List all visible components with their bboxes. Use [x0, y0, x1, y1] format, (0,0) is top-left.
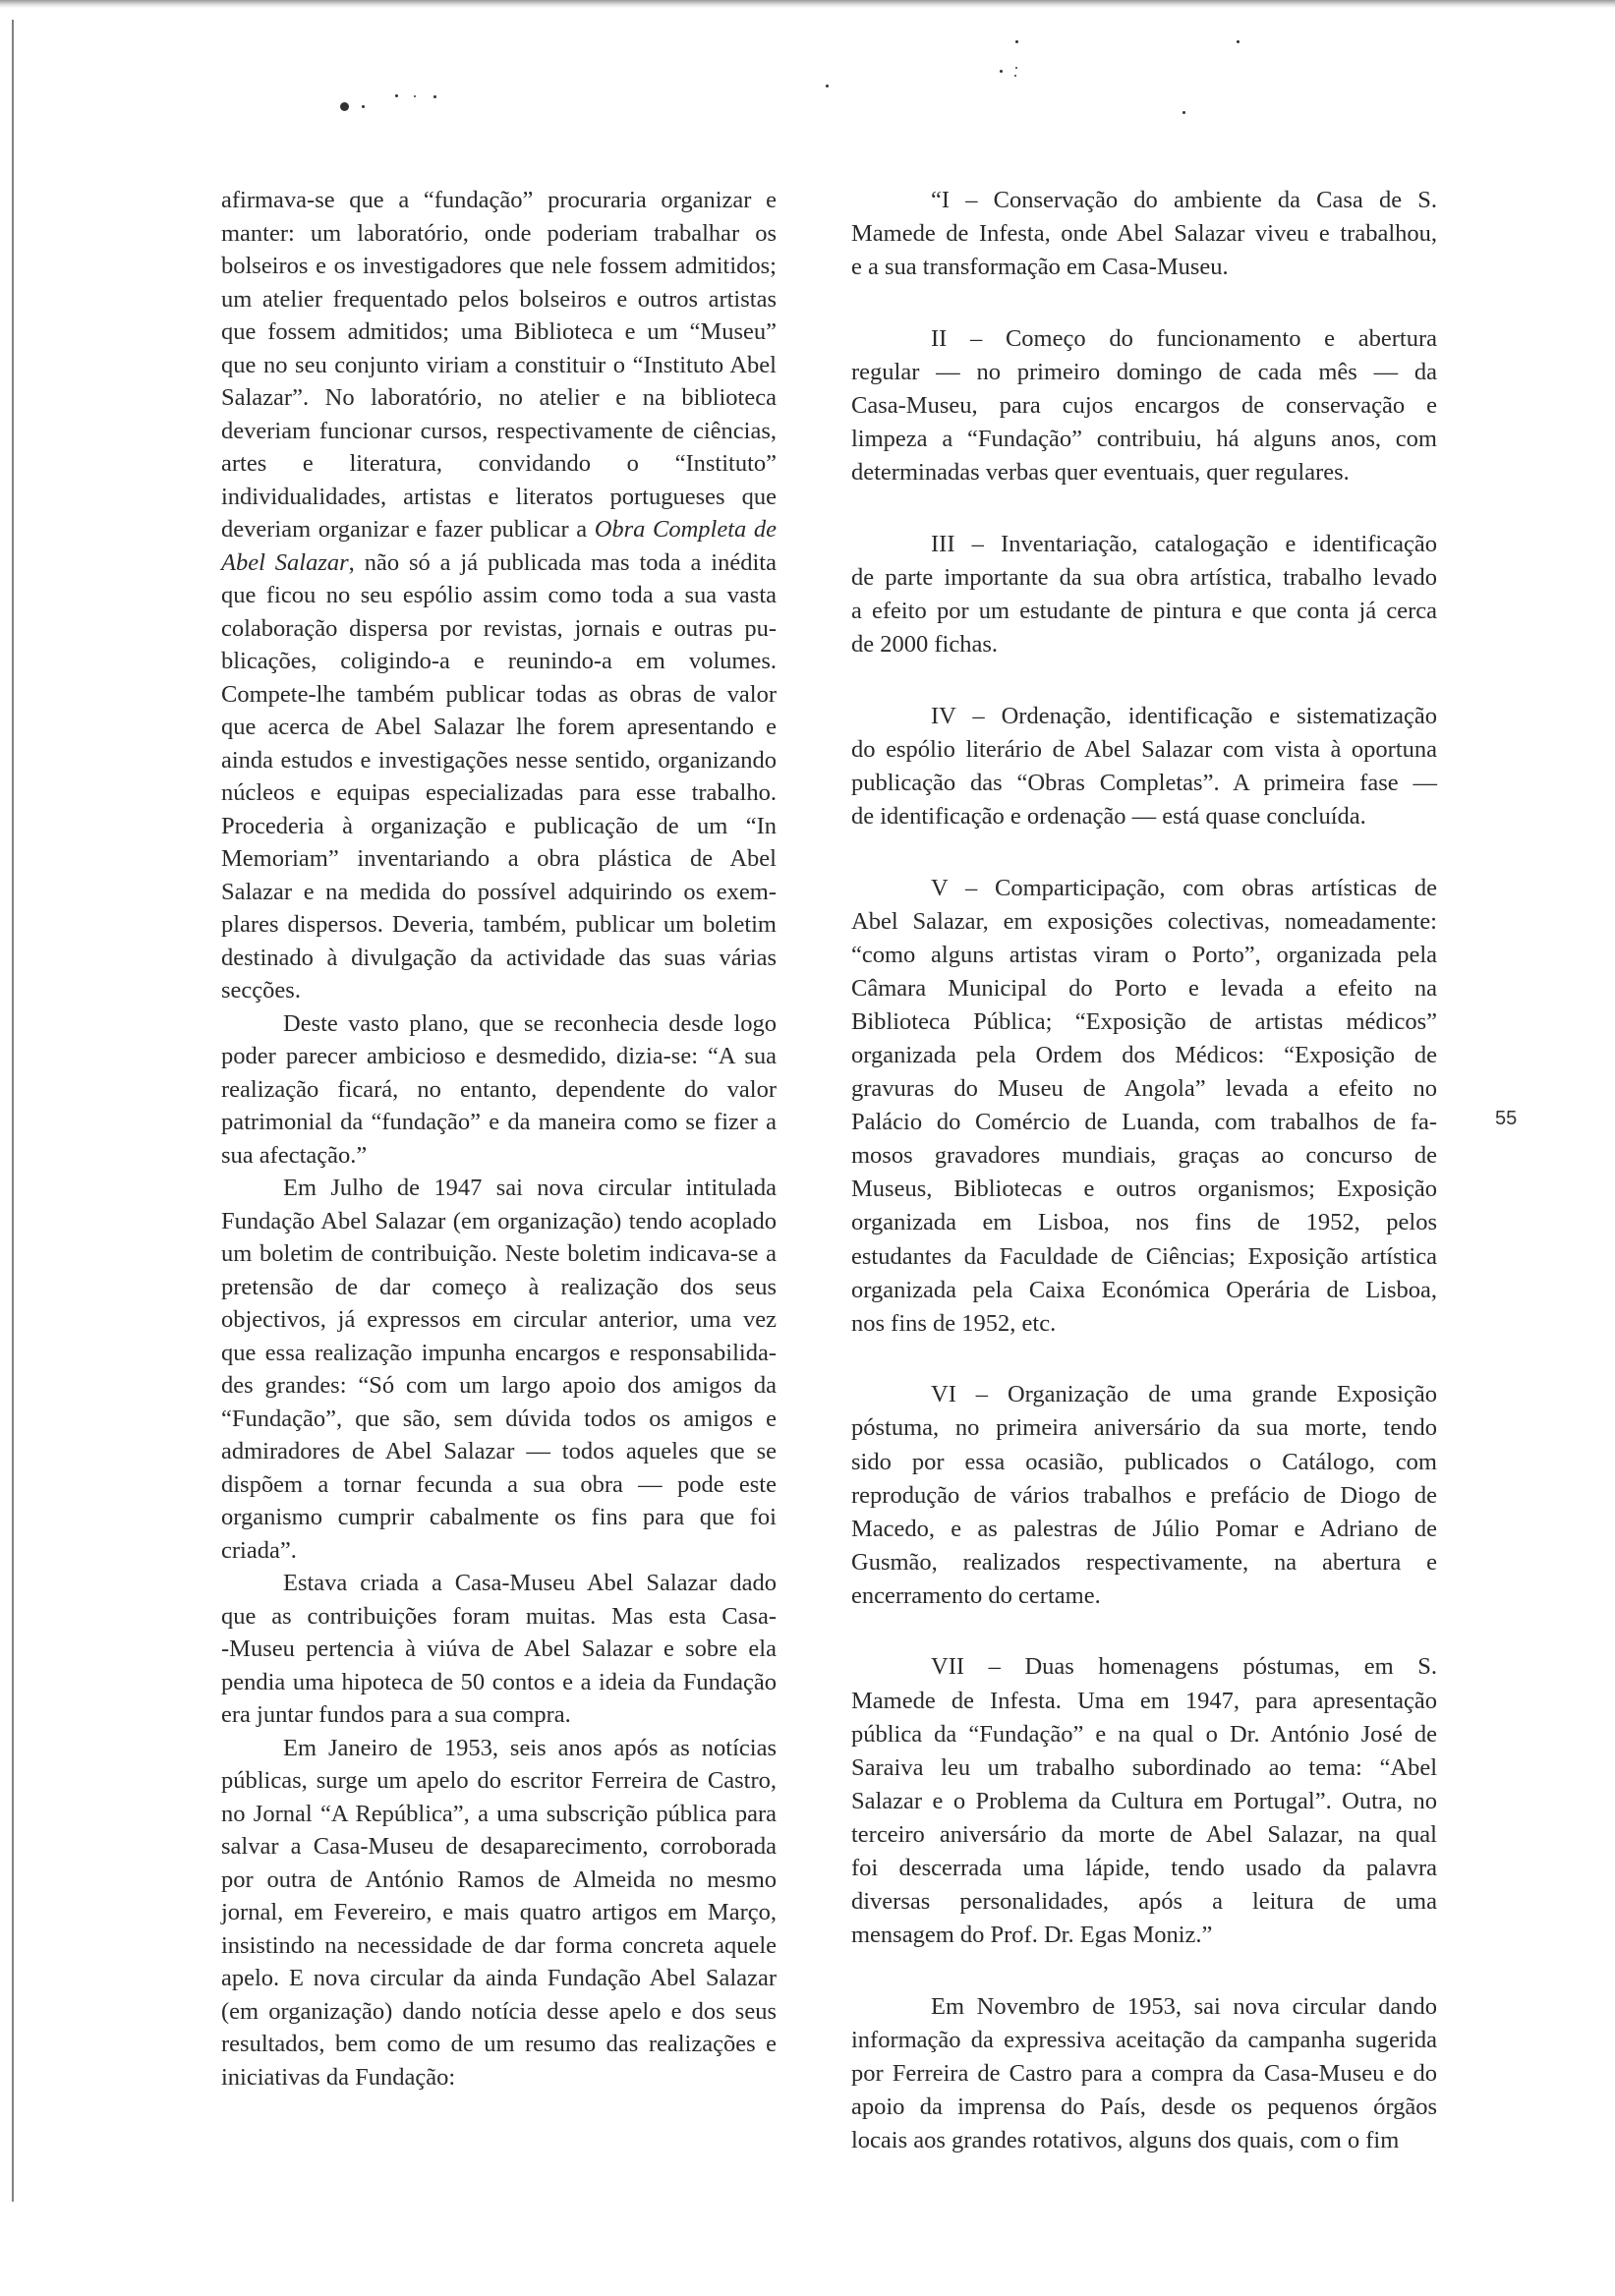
text-line: deveriam organizar e fazer publicar a Obra Completa de [221, 516, 777, 543]
text-line: VI – Organização de uma grande Exposição [931, 1381, 1437, 1408]
text-line: Salazar e na medida do possível adquirindo os exem- [221, 878, 777, 905]
text-line: gravuras do Museu de Angola” levada a efeito no [851, 1075, 1437, 1103]
paragraph-gap [851, 489, 1437, 528]
text-line: individualidades, artistas e literatos portugueses que [221, 483, 777, 510]
text-line: admiradores de Abel Salazar — todos aqueles que se [221, 1438, 777, 1464]
text-line: insistindo na necessidade de dar forma concreta aquele [221, 1931, 777, 1959]
text-line: do espólio literário de Abel Salazar com vista à oportuna [851, 735, 1437, 763]
paragraph [221, 184, 777, 1007]
text-line: publicação das “Obras Completas”. A primeira fase — [851, 769, 1437, 796]
text-line: manter: um laboratório, onde poderiam trabalhar os [221, 219, 777, 247]
text-line: Compete-lhe também publicar todas as obras de valor [221, 680, 777, 708]
text-line: III – Inventariação, catalogação e identificação [931, 530, 1437, 557]
text-line: ainda estudos e investigações nesse sentido, organizando [221, 746, 777, 774]
text-line: -Museu pertencia à viúva de Abel Salazar e sobre ela [221, 1636, 777, 1662]
text-line: Fundação Abel Salazar (em organização) tendo acoplado [221, 1207, 777, 1234]
paragraph [851, 1990, 1437, 2157]
text-line: sua afectação.” [221, 1141, 368, 1169]
paragraph-gap [851, 284, 1437, 322]
text-line: Gusmão, realizados respectivamente, na abertura e [851, 1548, 1437, 1576]
text-line: Mamede de Infesta, onde Abel Salazar viveu e trabalhou, [851, 220, 1437, 248]
text-line: destinado à divulgação da actividade das suas várias [221, 944, 777, 971]
text-line: nos fins de 1952, etc. [851, 1309, 1057, 1337]
paragraph [221, 1007, 777, 1173]
text-line: um boletim de contribuição. Neste boletim indicava-se a [221, 1240, 777, 1267]
text-line: Câmara Municipal do Porto e levada a efeito na [851, 974, 1437, 1002]
speck [1000, 70, 1003, 73]
paragraph-gap [851, 661, 1437, 700]
paragraph [221, 1567, 777, 1732]
page-number: 55 [1495, 1108, 1518, 1129]
speck [826, 85, 829, 87]
text-line: de parte importante da sua obra artística, trabalho levado [851, 563, 1437, 591]
paragraph-gap [851, 1952, 1437, 1990]
text-line: Estava criada a Casa-Museu Abel Salazar dado [283, 1570, 777, 1596]
right-column [851, 184, 1437, 2157]
text-line: organismo cumprir cabalmente os fins para que foi [221, 1504, 777, 1530]
text-line: Biblioteca Pública; “Exposição de artistas médicos” [851, 1007, 1437, 1035]
text-line: bolseiros e os investigadores que nele fossem admitidos; [221, 253, 777, 279]
text-line: V – Comparticipação, com obras artísticas de [931, 874, 1437, 901]
text-line: mosos gravadores mundiais, graças ao concurso de [851, 1142, 1437, 1170]
text-line: Abel Salazar, não só a já publicada mas toda a inédita [221, 548, 777, 576]
text-line: que acerca de Abel Salazar lhe forem apresentando e [221, 714, 777, 740]
text-line: Procederia à organização e publicação de um “In [221, 812, 777, 839]
paragraph [221, 1172, 777, 1567]
text-line: regular — no primeiro domingo de cada mês — da [851, 358, 1437, 385]
text-line: “como alguns artistas viram o Porto”, organizada pela [851, 941, 1437, 968]
text-line: terceiro aniversário da morte de Abel Salazar, na qual [851, 1820, 1437, 1848]
text-line: dispõem a tornar fecunda a sua obra — pode este [221, 1470, 777, 1498]
text-line: por outra de António Ramos de Almeida no mesmo [221, 1866, 777, 1893]
paragraph [221, 1732, 777, 2095]
paragraph-gap [851, 833, 1437, 872]
text-line: plares dispersos. Deveria, também, publicar um boletim [221, 911, 777, 938]
text-line: organizada pela Ordem dos Médicos: “Exposição de [851, 1041, 1437, 1068]
text-line: sido por essa ocasião, publicados o Catálogo, com [851, 1448, 1437, 1475]
text-line: Palácio do Comércio de Luanda, com trabalhos de fa- [851, 1109, 1437, 1136]
speck [1182, 111, 1185, 114]
text-line: limpeza a “Fundação” contribuiu, há alguns anos, com [851, 426, 1437, 453]
text-line: objectivos, já expressos em circular anterior, uma vez [221, 1306, 777, 1333]
italic-title: Obra Completa de [594, 516, 777, 543]
text-line: Em Janeiro de 1953, seis anos após as notícias [283, 1734, 777, 1761]
text-line: encerramento do certame. [851, 1581, 1101, 1609]
text-line: artes e literatura, convidando o “Instituto” [221, 450, 777, 477]
paragraph [851, 872, 1437, 1341]
text-line: núcleos e equipas especializadas para esse trabalho. [221, 779, 777, 806]
paragraph-gap [851, 1613, 1437, 1651]
text-line: organizada em Lisboa, nos fins de 1952, pelos [851, 1209, 1437, 1236]
paragraph [851, 700, 1437, 833]
text-line: locais aos grandes rotativos, alguns dos quais, com o fim [851, 2127, 1400, 2154]
text-line: pendia uma hipoteca de 50 contos e a ideia da Fundação [221, 1668, 777, 1695]
text-line: pública da “Fundação” e na qual o Dr. António José de [851, 1720, 1437, 1748]
text-line: “I – Conservação do ambiente da Casa de S. [931, 187, 1437, 213]
text-line: foi descerrada uma lápide, tendo usado da palavra [851, 1855, 1437, 1882]
speck [1014, 75, 1016, 77]
text-line: Salazar e o Problema da Cultura em Portugal”. Outra, no [851, 1787, 1437, 1814]
text-line: que ficou no seu espólio assim como toda a sua vasta [221, 582, 777, 608]
text-line: secções. [221, 977, 301, 1004]
text-line: Em Novembro de 1953, sai nova circular dando [931, 1992, 1437, 2020]
text-line: públicas, surge um apelo do escritor Ferreira de Castro, [221, 1767, 777, 1794]
text-line: um atelier frequentado pelos bolseiros e outros artistas [221, 285, 777, 313]
paragraph-gap [851, 1341, 1437, 1379]
text-line: estudantes da Faculdade de Ciências; Exposição artística [851, 1242, 1437, 1270]
text-line: blicações, coligindo-a e reunindo-a em volumes. [221, 648, 777, 674]
text-line: colaboração dispersa por revistas, jornais e outras pu- [221, 614, 777, 642]
text-line: que fossem admitidos; uma Biblioteca e um “Museu” [221, 318, 777, 345]
speck [1015, 40, 1018, 43]
scan-left-edge [12, 20, 14, 2202]
text-line: criada”. [221, 1536, 297, 1564]
text-line: diversas personalidades, após a leitura de uma [851, 1888, 1437, 1916]
speck [395, 94, 398, 97]
text-line: de 2000 fichas. [851, 631, 998, 659]
paragraph [851, 322, 1437, 489]
text-line: e a sua transformação em Casa-Museu. [851, 254, 1229, 281]
text-line: Saraiva leu um trabalho subordinado ao tema: “Abel [851, 1753, 1437, 1781]
text-line: que no seu conjunto viriam a constituir o “Instituto Abel [221, 351, 777, 378]
text-line: resultados, bem como de um resumo das realizações e [221, 2031, 777, 2057]
text-line: por Ferreira de Castro para a compra da Casa-Museu e do [851, 2060, 1437, 2087]
speck [433, 95, 436, 98]
text-line: pretensão de dar começo à realização dos seus [221, 1273, 777, 1300]
text-line: jornal, em Fevereiro, e mais quatro artigos em Março, [221, 1899, 777, 1925]
italic-title: Abel Salazar [221, 548, 349, 576]
text-line: Em Julho de 1947 sai nova circular intitulada [283, 1175, 777, 1201]
paragraph [851, 528, 1437, 661]
text-line: era juntar fundos para a sua compra. [221, 1701, 571, 1728]
text-line: Deste vasto plano, que se reconhecia desde logo [283, 1009, 777, 1037]
text-line: VII – Duas homenagens póstumas, em S. [931, 1653, 1437, 1681]
left-column [221, 184, 777, 2094]
speck [362, 105, 365, 108]
text-line: mensagem do Prof. Dr. Egas Moniz.” [851, 1922, 1213, 1949]
text-line: que as contribuições foram muitas. Mas esta Casa- [221, 1602, 777, 1630]
text-line: que essa realização impunha encargos e responsabilida- [221, 1339, 777, 1366]
text-line: IV – Ordenação, identificação e sistematização [931, 702, 1437, 729]
text-line: Mamede de Infesta. Uma em 1947, para apresentação [851, 1687, 1437, 1714]
speck [1015, 67, 1017, 69]
text-line: a efeito por um estudante de pintura e que conta já cerca [851, 597, 1437, 624]
text-line: organizada pela Caixa Económica Operária de Lisboa, [851, 1276, 1437, 1303]
text-line: deveriam funcionar cursos, respectivamente de ciências, [221, 417, 777, 444]
text-line: Museus, Bibliotecas e outros organismos; Exposição [851, 1176, 1437, 1203]
speck [414, 95, 416, 97]
text-line: II – Começo do funcionamento e abertura [931, 324, 1437, 352]
paragraph [851, 1650, 1437, 1952]
text-line: apoio da imprensa do País, desde os pequenos órgãos [851, 2094, 1437, 2121]
text-line: des grandes: “Só com um largo apoio dos amigos da [221, 1372, 777, 1399]
text-line: no Jornal “A República”, a uma subscrição pública para [221, 1800, 777, 1827]
text-line: poder parecer ambicioso e desmedido, dizia-se: “A sua [221, 1043, 777, 1069]
text-line: afirmava-se que a “fundação” procuraria organizar e [221, 187, 777, 213]
text-line: Casa-Museu, para cujos encargos de conservação e [851, 391, 1437, 419]
paragraph [851, 1378, 1437, 1613]
text-line: “Fundação”, que são, sem dúvida todos os amigos e [221, 1405, 777, 1432]
speck [1237, 40, 1240, 43]
text-line: determinadas verbas quer eventuais, quer regulares. [851, 459, 1350, 487]
text-line: Abel Salazar, em exposições colectivas, nomeadamente: [851, 907, 1437, 935]
text-line: informação da expressiva aceitação da campanha sugerida [851, 2026, 1437, 2053]
text-line: salvar a Casa-Museu de desaparecimento, corroborada [221, 1833, 777, 1860]
text-line: realização ficará, no entanto, dependente do valor [221, 1075, 777, 1103]
text-line: iniciativas da Fundação: [221, 2063, 456, 2091]
text-line: Salazar”. No laboratório, no atelier e na biblioteca [221, 384, 777, 411]
text-line: reprodução de vários trabalhos e prefácio de Diogo de [851, 1481, 1437, 1509]
text-line: (em organização) dando notícia desse apelo e dos seus [221, 1997, 777, 2025]
text-line: póstuma, no primeira aniversário da sua morte, tendo [851, 1414, 1437, 1442]
text-line: apelo. E nova circular da ainda Fundação Abel Salazar [221, 1965, 777, 1991]
speck [340, 102, 349, 111]
text-line: Memoriam” inventariando a obra plástica de Abel [221, 845, 777, 872]
text-line: de identificação e ordenação — está quase concluída. [851, 802, 1366, 830]
text-line: Macedo, e as palestras de Júlio Pomar e Adriano de [851, 1515, 1437, 1542]
paragraph [851, 184, 1437, 284]
text-line: patrimonial da “fundação” e da maneira como se fizer a [221, 1109, 777, 1135]
scan-top-edge [0, 0, 1615, 8]
